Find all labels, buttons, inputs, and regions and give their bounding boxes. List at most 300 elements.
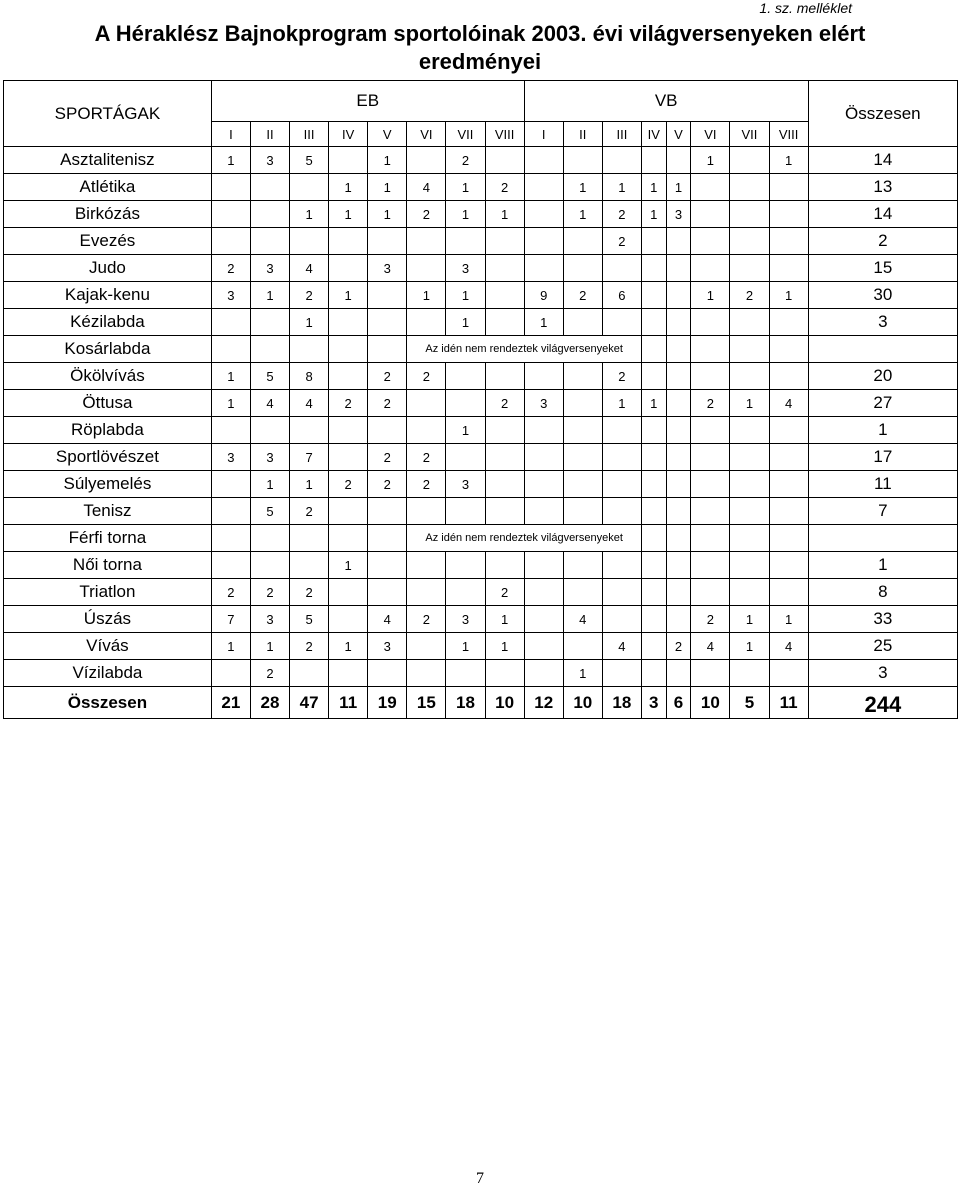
result-cell: 1 bbox=[446, 174, 485, 201]
result-cell: 5 bbox=[290, 606, 329, 633]
sport-name: Asztalitenisz bbox=[4, 147, 212, 174]
result-cell bbox=[691, 255, 730, 282]
result-cell: 2 bbox=[602, 228, 641, 255]
result-cell: 9 bbox=[524, 282, 563, 309]
table-row bbox=[4, 255, 958, 282]
result-cell: 2 bbox=[329, 471, 368, 498]
result-cell: 1 bbox=[211, 633, 250, 660]
result-cell bbox=[730, 201, 769, 228]
result-cell: 2 bbox=[368, 363, 407, 390]
result-cell: 2 bbox=[290, 579, 329, 606]
result-cell: 1 bbox=[446, 309, 485, 336]
result-cell bbox=[666, 147, 691, 174]
result-cell bbox=[730, 228, 769, 255]
result-cell bbox=[329, 363, 368, 390]
result-cell bbox=[211, 309, 250, 336]
result-cell bbox=[368, 228, 407, 255]
result-cell: 1 bbox=[446, 201, 485, 228]
result-cell bbox=[769, 174, 808, 201]
result-cell bbox=[368, 417, 407, 444]
result-cell: 4 bbox=[563, 606, 602, 633]
result-cell bbox=[329, 417, 368, 444]
result-cell bbox=[769, 579, 808, 606]
sport-name: Úszás bbox=[4, 606, 212, 633]
result-cell bbox=[446, 660, 485, 687]
result-cell bbox=[407, 633, 446, 660]
result-cell bbox=[563, 255, 602, 282]
result-cell: 2 bbox=[407, 471, 446, 498]
result-cell: 1 bbox=[329, 201, 368, 228]
result-cell bbox=[730, 471, 769, 498]
result-cell: 6 bbox=[602, 282, 641, 309]
result-cell bbox=[290, 228, 329, 255]
result-cell bbox=[329, 525, 368, 552]
result-cell bbox=[666, 444, 691, 471]
result-cell: 1 bbox=[211, 363, 250, 390]
result-cell: 1 bbox=[641, 390, 666, 417]
result-cell bbox=[666, 606, 691, 633]
result-cell: 1 bbox=[691, 147, 730, 174]
result-cell bbox=[641, 660, 666, 687]
result-cell: 1 bbox=[250, 282, 289, 309]
sport-name: Kajak-kenu bbox=[4, 282, 212, 309]
result-cell bbox=[329, 606, 368, 633]
result-cell bbox=[730, 444, 769, 471]
result-cell bbox=[407, 579, 446, 606]
result-cell bbox=[290, 552, 329, 579]
result-cell bbox=[691, 525, 730, 552]
result-cell bbox=[524, 606, 563, 633]
table-row bbox=[4, 390, 958, 417]
result-cell bbox=[666, 498, 691, 525]
eb-header: EB bbox=[211, 81, 524, 122]
result-cell: 2 bbox=[407, 363, 446, 390]
grand-total: 244 bbox=[808, 687, 957, 719]
result-cell: 4 bbox=[368, 606, 407, 633]
result-cell: 3 bbox=[446, 255, 485, 282]
result-cell: 1 bbox=[485, 201, 524, 228]
column-total: 5 bbox=[730, 687, 769, 719]
result-cell: 1 bbox=[730, 390, 769, 417]
result-cell bbox=[211, 498, 250, 525]
result-cell: 1 bbox=[563, 174, 602, 201]
result-cell bbox=[641, 336, 666, 363]
result-cell: 2 bbox=[250, 579, 289, 606]
result-cell bbox=[329, 255, 368, 282]
result-cell bbox=[641, 363, 666, 390]
result-cell bbox=[691, 174, 730, 201]
result-cell: 2 bbox=[211, 255, 250, 282]
result-cell: 1 bbox=[250, 471, 289, 498]
result-cell bbox=[368, 525, 407, 552]
result-cell: 1 bbox=[211, 390, 250, 417]
result-cell bbox=[602, 444, 641, 471]
result-cell: 4 bbox=[691, 633, 730, 660]
row-total: 3 bbox=[808, 309, 957, 336]
sport-name: Férfi torna bbox=[4, 525, 212, 552]
result-cell: 4 bbox=[602, 633, 641, 660]
row-total: 25 bbox=[808, 633, 957, 660]
result-cell bbox=[485, 444, 524, 471]
sport-name: Triatlon bbox=[4, 579, 212, 606]
sport-name: Kézilabda bbox=[4, 309, 212, 336]
row-total: 27 bbox=[808, 390, 957, 417]
page-number: 7 bbox=[476, 1170, 484, 1187]
column-total: 28 bbox=[250, 687, 289, 719]
result-cell bbox=[290, 174, 329, 201]
row-total: 1 bbox=[808, 417, 957, 444]
result-cell bbox=[641, 255, 666, 282]
result-cell bbox=[250, 336, 289, 363]
no-competition-note: Az idén nem rendeztek világversenyeket bbox=[407, 336, 642, 363]
table-row bbox=[4, 633, 958, 660]
result-cell: 1 bbox=[446, 633, 485, 660]
result-cell: 1 bbox=[641, 174, 666, 201]
result-cell bbox=[641, 471, 666, 498]
result-cell: 3 bbox=[368, 633, 407, 660]
total-header: Összesen bbox=[808, 81, 957, 147]
column-total: 10 bbox=[691, 687, 730, 719]
sport-name: Női torna bbox=[4, 552, 212, 579]
result-cell: 2 bbox=[290, 498, 329, 525]
result-cell: 1 bbox=[407, 282, 446, 309]
result-cell bbox=[211, 417, 250, 444]
result-cell: 1 bbox=[485, 633, 524, 660]
result-cell bbox=[730, 147, 769, 174]
result-cell bbox=[641, 552, 666, 579]
result-cell: 2 bbox=[368, 390, 407, 417]
result-cell bbox=[769, 525, 808, 552]
result-cell: 3 bbox=[446, 471, 485, 498]
result-cell bbox=[563, 444, 602, 471]
result-cell bbox=[563, 633, 602, 660]
result-cell: 4 bbox=[290, 255, 329, 282]
sport-name: Tenisz bbox=[4, 498, 212, 525]
result-cell bbox=[602, 606, 641, 633]
vb-place-header: II bbox=[563, 122, 602, 147]
result-cell bbox=[691, 309, 730, 336]
eb-place-header: VII bbox=[446, 122, 485, 147]
result-cell bbox=[407, 147, 446, 174]
result-cell bbox=[769, 552, 808, 579]
result-cell bbox=[368, 282, 407, 309]
vb-place-header: I bbox=[524, 122, 563, 147]
result-cell bbox=[290, 525, 329, 552]
column-total: 10 bbox=[485, 687, 524, 719]
result-cell bbox=[250, 525, 289, 552]
result-cell bbox=[368, 660, 407, 687]
result-cell bbox=[602, 498, 641, 525]
result-cell bbox=[641, 309, 666, 336]
result-cell bbox=[211, 471, 250, 498]
result-cell bbox=[211, 525, 250, 552]
result-cell bbox=[641, 579, 666, 606]
result-cell: 3 bbox=[211, 444, 250, 471]
row-total: 14 bbox=[808, 201, 957, 228]
result-cell: 4 bbox=[290, 390, 329, 417]
result-cell bbox=[602, 552, 641, 579]
result-cell bbox=[602, 147, 641, 174]
result-cell bbox=[730, 255, 769, 282]
results-table bbox=[3, 80, 958, 719]
table-row bbox=[4, 282, 958, 309]
result-cell bbox=[769, 498, 808, 525]
eb-place-header: V bbox=[368, 122, 407, 147]
result-cell: 2 bbox=[290, 282, 329, 309]
result-cell: 2 bbox=[368, 444, 407, 471]
sport-name: Súlyemelés bbox=[4, 471, 212, 498]
result-cell: 1 bbox=[211, 147, 250, 174]
result-cell bbox=[602, 255, 641, 282]
result-cell bbox=[691, 471, 730, 498]
result-cell bbox=[641, 282, 666, 309]
sport-name: Öttusa bbox=[4, 390, 212, 417]
result-cell bbox=[368, 579, 407, 606]
eb-place-header: II bbox=[250, 122, 289, 147]
result-cell: 1 bbox=[730, 606, 769, 633]
result-cell bbox=[250, 201, 289, 228]
result-cell bbox=[666, 471, 691, 498]
result-cell bbox=[211, 228, 250, 255]
result-cell bbox=[691, 660, 730, 687]
result-cell bbox=[602, 417, 641, 444]
row-total: 11 bbox=[808, 471, 957, 498]
row-total: 17 bbox=[808, 444, 957, 471]
result-cell bbox=[563, 309, 602, 336]
result-cell bbox=[329, 228, 368, 255]
result-cell bbox=[563, 471, 602, 498]
result-cell: 4 bbox=[769, 633, 808, 660]
result-cell: 1 bbox=[329, 282, 368, 309]
eb-place-header: III bbox=[290, 122, 329, 147]
result-cell bbox=[602, 660, 641, 687]
result-cell bbox=[666, 282, 691, 309]
result-cell bbox=[368, 336, 407, 363]
result-cell bbox=[769, 444, 808, 471]
result-cell bbox=[730, 336, 769, 363]
result-cell bbox=[641, 633, 666, 660]
result-cell: 8 bbox=[290, 363, 329, 390]
result-cell: 3 bbox=[446, 606, 485, 633]
result-cell bbox=[290, 660, 329, 687]
result-cell bbox=[691, 417, 730, 444]
table-row bbox=[4, 363, 958, 390]
result-cell bbox=[485, 147, 524, 174]
result-cell bbox=[730, 363, 769, 390]
result-cell bbox=[524, 552, 563, 579]
result-cell bbox=[524, 471, 563, 498]
vb-place-header: VI bbox=[691, 122, 730, 147]
result-cell bbox=[691, 444, 730, 471]
row-total: 7 bbox=[808, 498, 957, 525]
result-cell bbox=[730, 525, 769, 552]
result-cell bbox=[446, 228, 485, 255]
result-cell: 3 bbox=[368, 255, 407, 282]
result-cell: 1 bbox=[769, 606, 808, 633]
result-cell: 2 bbox=[602, 201, 641, 228]
result-cell bbox=[769, 336, 808, 363]
sport-name: Vízilabda bbox=[4, 660, 212, 687]
column-total: 11 bbox=[769, 687, 808, 719]
summary-row bbox=[4, 687, 958, 719]
table-row bbox=[4, 201, 958, 228]
summary-label: Összesen bbox=[4, 687, 212, 719]
result-cell: 3 bbox=[250, 255, 289, 282]
table-row bbox=[4, 471, 958, 498]
table-row bbox=[4, 309, 958, 336]
result-cell bbox=[641, 147, 666, 174]
result-cell bbox=[446, 498, 485, 525]
result-cell bbox=[524, 201, 563, 228]
result-cell: 4 bbox=[769, 390, 808, 417]
result-cell bbox=[666, 390, 691, 417]
result-cell bbox=[730, 309, 769, 336]
result-cell: 1 bbox=[329, 174, 368, 201]
result-cell bbox=[211, 201, 250, 228]
result-cell: 1 bbox=[290, 309, 329, 336]
column-total: 15 bbox=[407, 687, 446, 719]
eb-place-header: VIII bbox=[485, 122, 524, 147]
result-cell: 1 bbox=[641, 201, 666, 228]
result-cell bbox=[769, 255, 808, 282]
result-cell bbox=[446, 363, 485, 390]
result-cell bbox=[524, 228, 563, 255]
table-row bbox=[4, 579, 958, 606]
result-cell bbox=[563, 498, 602, 525]
result-cell: 3 bbox=[250, 147, 289, 174]
result-cell bbox=[211, 660, 250, 687]
result-cell bbox=[485, 282, 524, 309]
result-cell: 2 bbox=[485, 174, 524, 201]
result-cell: 2 bbox=[691, 390, 730, 417]
result-cell: 1 bbox=[524, 309, 563, 336]
result-cell: 2 bbox=[211, 579, 250, 606]
row-total: 8 bbox=[808, 579, 957, 606]
result-cell bbox=[730, 552, 769, 579]
result-cell bbox=[290, 417, 329, 444]
result-cell bbox=[329, 309, 368, 336]
result-cell: 5 bbox=[290, 147, 329, 174]
result-cell bbox=[563, 579, 602, 606]
row-total bbox=[808, 525, 957, 552]
result-cell bbox=[485, 660, 524, 687]
table-row bbox=[4, 147, 958, 174]
result-cell bbox=[329, 147, 368, 174]
result-cell: 5 bbox=[250, 363, 289, 390]
result-cell: 2 bbox=[666, 633, 691, 660]
result-cell bbox=[641, 444, 666, 471]
result-cell bbox=[485, 417, 524, 444]
result-cell: 2 bbox=[485, 579, 524, 606]
column-total: 3 bbox=[641, 687, 666, 719]
result-cell bbox=[769, 471, 808, 498]
result-cell bbox=[250, 417, 289, 444]
table-row bbox=[4, 498, 958, 525]
result-cell bbox=[407, 660, 446, 687]
result-cell bbox=[769, 417, 808, 444]
annex-label: 1. sz. melléklet bbox=[759, 0, 852, 16]
result-cell bbox=[329, 444, 368, 471]
result-cell bbox=[730, 660, 769, 687]
vb-place-header: V bbox=[666, 122, 691, 147]
title-line-2: eredményei bbox=[418, 49, 542, 74]
result-cell bbox=[691, 363, 730, 390]
result-cell: 2 bbox=[407, 201, 446, 228]
result-cell: 1 bbox=[368, 174, 407, 201]
result-cell: 1 bbox=[691, 282, 730, 309]
result-cell bbox=[290, 336, 329, 363]
result-cell: 1 bbox=[563, 660, 602, 687]
result-cell bbox=[329, 660, 368, 687]
result-cell bbox=[563, 390, 602, 417]
result-cell bbox=[329, 498, 368, 525]
result-cell bbox=[641, 606, 666, 633]
result-cell bbox=[524, 660, 563, 687]
result-cell bbox=[691, 336, 730, 363]
result-cell bbox=[329, 579, 368, 606]
result-cell: 1 bbox=[446, 282, 485, 309]
table-row bbox=[4, 606, 958, 633]
result-cell bbox=[730, 579, 769, 606]
result-cell bbox=[524, 174, 563, 201]
sport-name: Atlétika bbox=[4, 174, 212, 201]
result-cell bbox=[211, 174, 250, 201]
row-total: 33 bbox=[808, 606, 957, 633]
result-cell bbox=[485, 255, 524, 282]
vb-place-header: VIII bbox=[769, 122, 808, 147]
result-cell bbox=[446, 444, 485, 471]
row-total: 1 bbox=[808, 552, 957, 579]
result-cell bbox=[524, 363, 563, 390]
result-cell: 1 bbox=[769, 282, 808, 309]
sport-name: Sportlövészet bbox=[4, 444, 212, 471]
result-cell: 7 bbox=[290, 444, 329, 471]
sport-name: Kosárlabda bbox=[4, 336, 212, 363]
result-cell bbox=[691, 498, 730, 525]
no-competition-note: Az idén nem rendeztek világversenyeket bbox=[407, 525, 642, 552]
result-cell: 1 bbox=[730, 633, 769, 660]
sport-name: Evezés bbox=[4, 228, 212, 255]
result-cell: 3 bbox=[211, 282, 250, 309]
result-cell bbox=[730, 417, 769, 444]
result-cell bbox=[691, 201, 730, 228]
result-cell bbox=[563, 363, 602, 390]
result-cell: 2 bbox=[691, 606, 730, 633]
result-cell bbox=[485, 552, 524, 579]
result-cell: 2 bbox=[290, 633, 329, 660]
table-row bbox=[4, 336, 958, 363]
result-cell: 3 bbox=[524, 390, 563, 417]
row-total: 30 bbox=[808, 282, 957, 309]
result-cell bbox=[329, 336, 368, 363]
result-cell bbox=[485, 363, 524, 390]
result-cell bbox=[769, 660, 808, 687]
result-cell: 2 bbox=[368, 471, 407, 498]
result-cell bbox=[602, 471, 641, 498]
result-cell: 1 bbox=[602, 174, 641, 201]
result-cell: 1 bbox=[446, 417, 485, 444]
result-cell bbox=[407, 228, 446, 255]
result-cell bbox=[524, 417, 563, 444]
result-cell: 1 bbox=[329, 552, 368, 579]
result-cell bbox=[485, 228, 524, 255]
result-cell bbox=[691, 579, 730, 606]
table-row bbox=[4, 660, 958, 687]
result-cell: 3 bbox=[250, 606, 289, 633]
result-cell bbox=[641, 228, 666, 255]
result-cell bbox=[524, 633, 563, 660]
result-cell: 1 bbox=[563, 201, 602, 228]
